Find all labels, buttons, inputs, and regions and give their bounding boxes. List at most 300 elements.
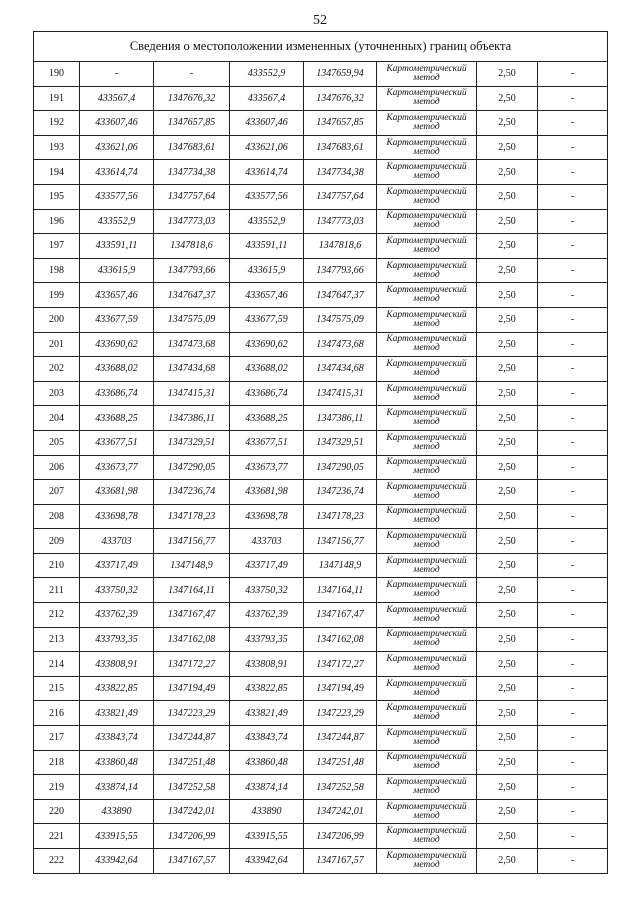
new-x-cell: 433657,46 (230, 283, 304, 308)
method-cell (377, 775, 477, 800)
accuracy-cell: 2,50 (477, 652, 538, 677)
table-row (34, 283, 608, 308)
new-y-cell: 1347683,61 (304, 135, 377, 160)
accuracy-cell: 2,50 (477, 480, 538, 505)
new-y-cell: 1347172,27 (304, 652, 377, 677)
note-cell: - (538, 283, 608, 308)
existing-y-cell: 1347415,31 (154, 381, 230, 406)
existing-x-cell: 433677,51 (80, 430, 154, 455)
existing-y-cell: 1347167,47 (154, 603, 230, 628)
method-cell (377, 652, 477, 677)
method-line-2: метод (413, 121, 440, 132)
accuracy-cell: 2,50 (477, 357, 538, 382)
new-x-cell: 433688,02 (230, 357, 304, 382)
new-x-cell: 433717,49 (230, 553, 304, 578)
new-x-cell: 433690,62 (230, 332, 304, 357)
existing-y-cell: 1347194,49 (154, 676, 230, 701)
point-number-cell: 214 (34, 652, 80, 677)
new-x-cell: 433942,64 (230, 849, 304, 874)
method-line-2: метод (413, 663, 440, 674)
existing-x-cell: 433621,06 (80, 135, 154, 160)
existing-x-cell: 433793,35 (80, 627, 154, 652)
new-x-cell: 433552,9 (230, 62, 304, 87)
note-cell: - (538, 799, 608, 824)
new-y-cell: 1347386,11 (304, 406, 377, 431)
method-cell (377, 332, 477, 357)
note-cell: - (538, 381, 608, 406)
table-row (34, 455, 608, 480)
accuracy-cell: 2,50 (477, 603, 538, 628)
method-cell (377, 209, 477, 234)
boundary-coordinates-table (33, 31, 608, 874)
method-line-1: Картометрический (386, 506, 467, 517)
method-cell (377, 283, 477, 308)
accuracy-cell: 2,50 (477, 701, 538, 726)
table-row (34, 480, 608, 505)
new-y-cell: 1347206,99 (304, 824, 377, 849)
accuracy-cell: 2,50 (477, 62, 538, 87)
point-number-cell: 205 (34, 430, 80, 455)
method-line-2: метод (413, 318, 440, 329)
point-number-cell: 216 (34, 701, 80, 726)
new-x-cell: 433614,74 (230, 160, 304, 185)
method-line-2: метод (413, 613, 440, 624)
new-x-cell: 433673,77 (230, 455, 304, 480)
point-number-cell: 215 (34, 676, 80, 701)
note-cell: - (538, 578, 608, 603)
note-cell: - (538, 529, 608, 554)
method-line-2: метод (413, 687, 440, 698)
page-number: 52 (313, 13, 327, 28)
method-line-1: Картометрический (386, 678, 467, 689)
new-y-cell: 1347473,68 (304, 332, 377, 357)
method-line-1: Картометрический (386, 358, 467, 369)
table-header-row (34, 32, 608, 62)
accuracy-cell: 2,50 (477, 504, 538, 529)
note-cell: - (538, 184, 608, 209)
method-cell (377, 603, 477, 628)
existing-y-cell: 1347172,27 (154, 652, 230, 677)
point-number-cell: 193 (34, 135, 80, 160)
method-line-2: метод (413, 515, 440, 526)
existing-y-cell: 1347773,03 (154, 209, 230, 234)
table-row (34, 799, 608, 824)
table-row (34, 234, 608, 259)
new-x-cell: 433874,14 (230, 775, 304, 800)
method-line-1: Картометрический (386, 531, 467, 542)
new-x-cell: 433677,59 (230, 307, 304, 332)
existing-x-cell: 433942,64 (80, 849, 154, 874)
accuracy-cell: 2,50 (477, 627, 538, 652)
table-row (34, 430, 608, 455)
existing-x-cell: 433890 (80, 799, 154, 824)
existing-y-cell: 1347818,6 (154, 234, 230, 259)
accuracy-cell: 2,50 (477, 726, 538, 751)
method-line-1: Картометрический (386, 727, 467, 738)
new-x-cell: 433567,4 (230, 86, 304, 111)
method-line-1: Картометрический (386, 580, 467, 591)
new-y-cell: 1347242,01 (304, 799, 377, 824)
existing-y-cell: 1347244,87 (154, 726, 230, 751)
new-y-cell: 1347676,32 (304, 86, 377, 111)
method-line-1: Картометрический (386, 162, 467, 173)
note-cell: - (538, 504, 608, 529)
new-y-cell: 1347773,03 (304, 209, 377, 234)
new-y-cell: 1347252,58 (304, 775, 377, 800)
note-cell: - (538, 307, 608, 332)
existing-y-cell: 1347223,29 (154, 701, 230, 726)
point-number-cell: 213 (34, 627, 80, 652)
new-y-cell: 1347657,85 (304, 111, 377, 136)
point-number-cell: 198 (34, 258, 80, 283)
table-row (34, 701, 608, 726)
table-row (34, 775, 608, 800)
point-number-cell: 208 (34, 504, 80, 529)
method-line-1: Картометрический (386, 604, 467, 615)
accuracy-cell: 2,50 (477, 381, 538, 406)
existing-y-cell: 1347167,57 (154, 849, 230, 874)
existing-x-cell: 433552,9 (80, 209, 154, 234)
method-cell (377, 258, 477, 283)
new-x-cell: 433793,35 (230, 627, 304, 652)
table-row (34, 603, 608, 628)
method-line-1: Картометрический (386, 309, 467, 320)
new-x-cell: 433890 (230, 799, 304, 824)
new-x-cell: 433607,46 (230, 111, 304, 136)
accuracy-cell: 2,50 (477, 750, 538, 775)
method-line-2: метод (413, 97, 440, 108)
note-cell: - (538, 627, 608, 652)
existing-x-cell: 433915,55 (80, 824, 154, 849)
existing-y-cell: 1347473,68 (154, 332, 230, 357)
existing-x-cell: 433591,11 (80, 234, 154, 259)
existing-y-cell: 1347734,38 (154, 160, 230, 185)
new-x-cell: 433843,74 (230, 726, 304, 751)
note-cell: - (538, 357, 608, 382)
table-row (34, 676, 608, 701)
method-cell (377, 62, 477, 87)
accuracy-cell: 2,50 (477, 258, 538, 283)
note-cell: - (538, 111, 608, 136)
method-line-1: Картометрический (386, 457, 467, 468)
note-cell: - (538, 234, 608, 259)
method-cell (377, 430, 477, 455)
new-y-cell: 1347156,77 (304, 529, 377, 554)
existing-y-cell: 1347178,23 (154, 504, 230, 529)
method-cell (377, 504, 477, 529)
existing-y-cell: 1347793,66 (154, 258, 230, 283)
table-row (34, 627, 608, 652)
note-cell: - (538, 455, 608, 480)
method-cell (377, 529, 477, 554)
note-cell: - (538, 652, 608, 677)
accuracy-cell: 2,50 (477, 234, 538, 259)
method-cell (377, 86, 477, 111)
note-cell: - (538, 849, 608, 874)
accuracy-cell: 2,50 (477, 86, 538, 111)
point-number-cell: 220 (34, 799, 80, 824)
method-cell (377, 406, 477, 431)
accuracy-cell: 2,50 (477, 578, 538, 603)
method-line-1: Картометрический (386, 654, 467, 665)
existing-x-cell: 433808,91 (80, 652, 154, 677)
method-line-2: метод (413, 810, 440, 821)
note-cell: - (538, 209, 608, 234)
method-line-1: Картометрический (386, 481, 467, 492)
existing-x-cell: 433822,85 (80, 676, 154, 701)
note-cell: - (538, 332, 608, 357)
table-row (34, 332, 608, 357)
table-row (34, 381, 608, 406)
new-x-cell: 433621,06 (230, 135, 304, 160)
existing-y-cell: 1347647,37 (154, 283, 230, 308)
new-y-cell: 1347167,57 (304, 849, 377, 874)
method-line-2: метод (413, 441, 440, 452)
method-line-2: метод (413, 859, 440, 870)
new-y-cell: 1347329,51 (304, 430, 377, 455)
existing-y-cell: 1347757,64 (154, 184, 230, 209)
new-x-cell: 433750,32 (230, 578, 304, 603)
method-line-2: метод (413, 72, 440, 83)
existing-x-cell: 433657,46 (80, 283, 154, 308)
point-number-cell: 203 (34, 381, 80, 406)
method-line-2: метод (413, 343, 440, 354)
existing-x-cell: 433686,74 (80, 381, 154, 406)
new-x-cell: 433681,98 (230, 480, 304, 505)
method-cell (377, 111, 477, 136)
existing-y-cell: - (154, 62, 230, 87)
point-number-cell: 217 (34, 726, 80, 751)
method-cell (377, 849, 477, 874)
table-row (34, 258, 608, 283)
existing-x-cell: 433860,48 (80, 750, 154, 775)
point-number-cell: 192 (34, 111, 80, 136)
table-row (34, 357, 608, 382)
existing-x-cell: 433688,25 (80, 406, 154, 431)
accuracy-cell: 2,50 (477, 406, 538, 431)
table-row (34, 529, 608, 554)
existing-x-cell: 433677,59 (80, 307, 154, 332)
note-cell: - (538, 553, 608, 578)
new-y-cell: 1347244,87 (304, 726, 377, 751)
method-line-2: метод (413, 638, 440, 649)
point-number-cell: 209 (34, 529, 80, 554)
note-cell: - (538, 62, 608, 87)
table-row (34, 160, 608, 185)
table-header: Сведения о местоположении измененных (уточненных) границ объекта (34, 32, 608, 62)
method-line-2: метод (413, 712, 440, 723)
new-x-cell: 433821,49 (230, 701, 304, 726)
point-number-cell: 212 (34, 603, 80, 628)
method-line-1: Картометрический (386, 383, 467, 394)
existing-x-cell: 433843,74 (80, 726, 154, 751)
new-y-cell: 1347251,48 (304, 750, 377, 775)
method-line-1: Картометрический (386, 63, 467, 74)
method-line-2: метод (413, 195, 440, 206)
new-x-cell: 433688,25 (230, 406, 304, 431)
existing-x-cell: 433698,78 (80, 504, 154, 529)
method-line-1: Картометрический (386, 112, 467, 123)
point-number-cell: 196 (34, 209, 80, 234)
method-cell (377, 750, 477, 775)
existing-y-cell: 1347290,05 (154, 455, 230, 480)
method-cell (377, 701, 477, 726)
point-number-cell: 222 (34, 849, 80, 874)
existing-x-cell: 433614,74 (80, 160, 154, 185)
new-y-cell: 1347659,94 (304, 62, 377, 87)
method-line-1: Картометрический (386, 629, 467, 640)
note-cell: - (538, 86, 608, 111)
table-row (34, 406, 608, 431)
new-y-cell: 1347757,64 (304, 184, 377, 209)
method-cell (377, 234, 477, 259)
point-number-cell: 211 (34, 578, 80, 603)
existing-y-cell: 1347434,68 (154, 357, 230, 382)
table-row (34, 111, 608, 136)
table-row (34, 553, 608, 578)
point-number-cell: 219 (34, 775, 80, 800)
table-row (34, 750, 608, 775)
accuracy-cell: 2,50 (477, 332, 538, 357)
existing-x-cell: 433717,49 (80, 553, 154, 578)
existing-x-cell: 433681,98 (80, 480, 154, 505)
note-cell: - (538, 676, 608, 701)
method-cell (377, 184, 477, 209)
accuracy-cell: 2,50 (477, 160, 538, 185)
new-y-cell: 1347178,23 (304, 504, 377, 529)
existing-x-cell: 433567,4 (80, 86, 154, 111)
existing-y-cell: 1347676,32 (154, 86, 230, 111)
new-x-cell: 433703 (230, 529, 304, 554)
method-cell (377, 676, 477, 701)
method-line-2: метод (413, 761, 440, 772)
method-cell (377, 578, 477, 603)
method-line-2: метод (413, 392, 440, 403)
point-number-cell: 201 (34, 332, 80, 357)
point-number-cell: 210 (34, 553, 80, 578)
new-y-cell: 1347223,29 (304, 701, 377, 726)
accuracy-cell: 2,50 (477, 553, 538, 578)
existing-x-cell: - (80, 62, 154, 87)
existing-y-cell: 1347329,51 (154, 430, 230, 455)
existing-y-cell: 1347242,01 (154, 799, 230, 824)
new-x-cell: 433822,85 (230, 676, 304, 701)
new-x-cell: 433615,9 (230, 258, 304, 283)
method-cell (377, 357, 477, 382)
note-cell: - (538, 750, 608, 775)
note-cell: - (538, 701, 608, 726)
method-cell (377, 627, 477, 652)
method-cell (377, 799, 477, 824)
method-line-2: метод (413, 835, 440, 846)
method-line-1: Картометрический (386, 703, 467, 714)
note-cell: - (538, 480, 608, 505)
accuracy-cell: 2,50 (477, 849, 538, 874)
existing-x-cell: 433821,49 (80, 701, 154, 726)
method-line-1: Картометрический (386, 88, 467, 99)
method-line-1: Картометрический (386, 555, 467, 566)
method-line-1: Картометрический (386, 211, 467, 222)
accuracy-cell: 2,50 (477, 209, 538, 234)
point-number-cell: 194 (34, 160, 80, 185)
existing-y-cell: 1347252,58 (154, 775, 230, 800)
method-cell (377, 307, 477, 332)
accuracy-cell: 2,50 (477, 307, 538, 332)
method-line-1: Картометрический (386, 260, 467, 271)
point-number-cell: 202 (34, 357, 80, 382)
existing-y-cell: 1347657,85 (154, 111, 230, 136)
accuracy-cell: 2,50 (477, 799, 538, 824)
existing-x-cell: 433673,77 (80, 455, 154, 480)
method-line-1: Картометрический (386, 777, 467, 788)
method-line-2: метод (413, 589, 440, 600)
new-x-cell: 433808,91 (230, 652, 304, 677)
note-cell: - (538, 135, 608, 160)
existing-x-cell: 433703 (80, 529, 154, 554)
existing-y-cell: 1347386,11 (154, 406, 230, 431)
new-x-cell: 433577,56 (230, 184, 304, 209)
new-y-cell: 1347793,66 (304, 258, 377, 283)
new-y-cell: 1347575,09 (304, 307, 377, 332)
point-number-cell: 218 (34, 750, 80, 775)
new-x-cell: 433686,74 (230, 381, 304, 406)
method-line-1: Картометрический (386, 432, 467, 443)
accuracy-cell: 2,50 (477, 283, 538, 308)
method-line-2: метод (413, 490, 440, 501)
new-y-cell: 1347290,05 (304, 455, 377, 480)
method-line-2: метод (413, 171, 440, 182)
existing-y-cell: 1347683,61 (154, 135, 230, 160)
existing-x-cell: 433607,46 (80, 111, 154, 136)
method-line-1: Картометрический (386, 285, 467, 296)
method-line-2: метод (413, 564, 440, 575)
method-line-1: Картометрический (386, 186, 467, 197)
existing-x-cell: 433690,62 (80, 332, 154, 357)
new-x-cell: 433860,48 (230, 750, 304, 775)
new-y-cell: 1347194,49 (304, 676, 377, 701)
method-line-1: Картометрический (386, 801, 467, 812)
method-line-1: Картометрический (386, 752, 467, 763)
method-line-2: метод (413, 540, 440, 551)
new-y-cell: 1347415,31 (304, 381, 377, 406)
new-y-cell: 1347818,6 (304, 234, 377, 259)
method-line-2: метод (413, 736, 440, 747)
existing-y-cell: 1347156,77 (154, 529, 230, 554)
table-row (34, 578, 608, 603)
method-line-2: метод (413, 220, 440, 231)
existing-y-cell: 1347164,11 (154, 578, 230, 603)
point-number-cell: 190 (34, 62, 80, 87)
new-x-cell: 433677,51 (230, 430, 304, 455)
accuracy-cell: 2,50 (477, 455, 538, 480)
table-row (34, 86, 608, 111)
note-cell: - (538, 726, 608, 751)
method-line-2: метод (413, 146, 440, 157)
new-x-cell: 433915,55 (230, 824, 304, 849)
existing-y-cell: 1347236,74 (154, 480, 230, 505)
method-line-2: метод (413, 367, 440, 378)
existing-x-cell: 433615,9 (80, 258, 154, 283)
method-cell (377, 160, 477, 185)
table-row (34, 307, 608, 332)
method-line-2: метод (413, 269, 440, 280)
accuracy-cell: 2,50 (477, 824, 538, 849)
note-cell: - (538, 160, 608, 185)
method-cell (377, 726, 477, 751)
new-y-cell: 1347148,9 (304, 553, 377, 578)
point-number-cell: 200 (34, 307, 80, 332)
existing-x-cell: 433762,39 (80, 603, 154, 628)
